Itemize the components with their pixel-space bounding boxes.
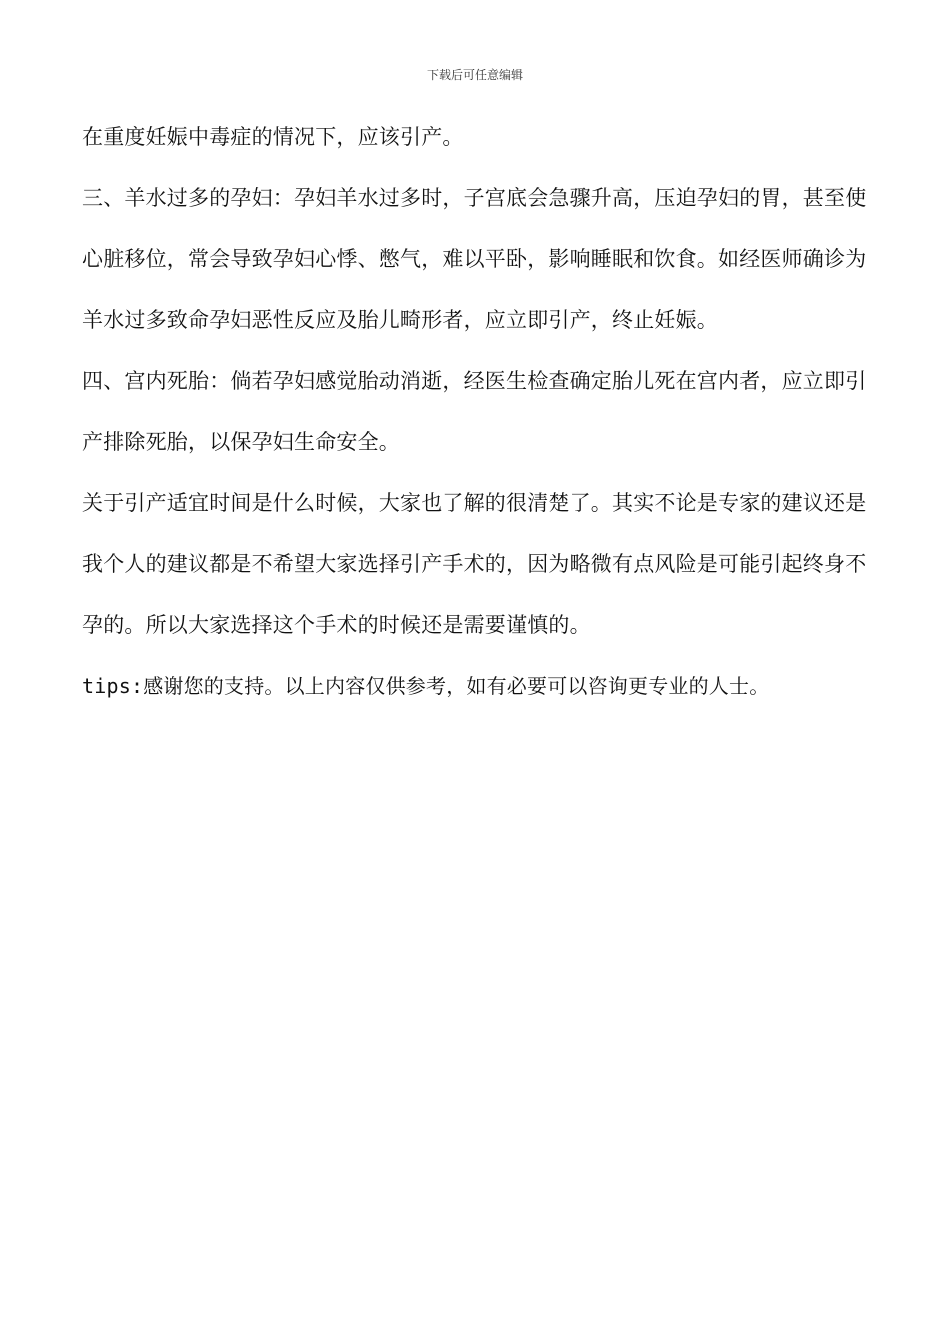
paragraph-summary: 关于引产适宜时间是什么时候，大家也了解的很清楚了。其实不论是专家的建议还是我个人的建议都是不希望大家选择引产手术的，因为略微有点风险是可能引起终身不孕的。所以大家选择这个手术的时候还是需要谨慎的。 (82, 491, 867, 637)
paragraph-tips: tips:感谢您的支持。以上内容仅供参考，如有必要可以咨询更专业的人士。 (82, 674, 770, 698)
header-note: 下载后可任意编辑 (426, 68, 523, 82)
paragraph-polyhydramnios: 三、羊水过多的孕妇：孕妇羊水过多时，子宫底会急骤升高，压迫孕妇的胃，甚至使心脏移位，常会导致孕妇心悸、憋气，难以平卧，影响睡眠和饮食。如经医师确诊为羊水过多致命孕妇恶性反应及胎儿畸形者，应立即引产，终止妊娠。 (82, 186, 867, 332)
paragraph-intrauterine-death: 四、宫内死胎：倘若孕妇感觉胎动消逝，经医生检查确定胎儿死在宫内者，应立即引产排除死胎，以保孕妇生命安全。 (82, 369, 867, 454)
document-body (82, 107, 872, 717)
paragraph-induction-conclusion: 在重度妊娠中毒症的情况下，应该引产。 (82, 125, 464, 149)
